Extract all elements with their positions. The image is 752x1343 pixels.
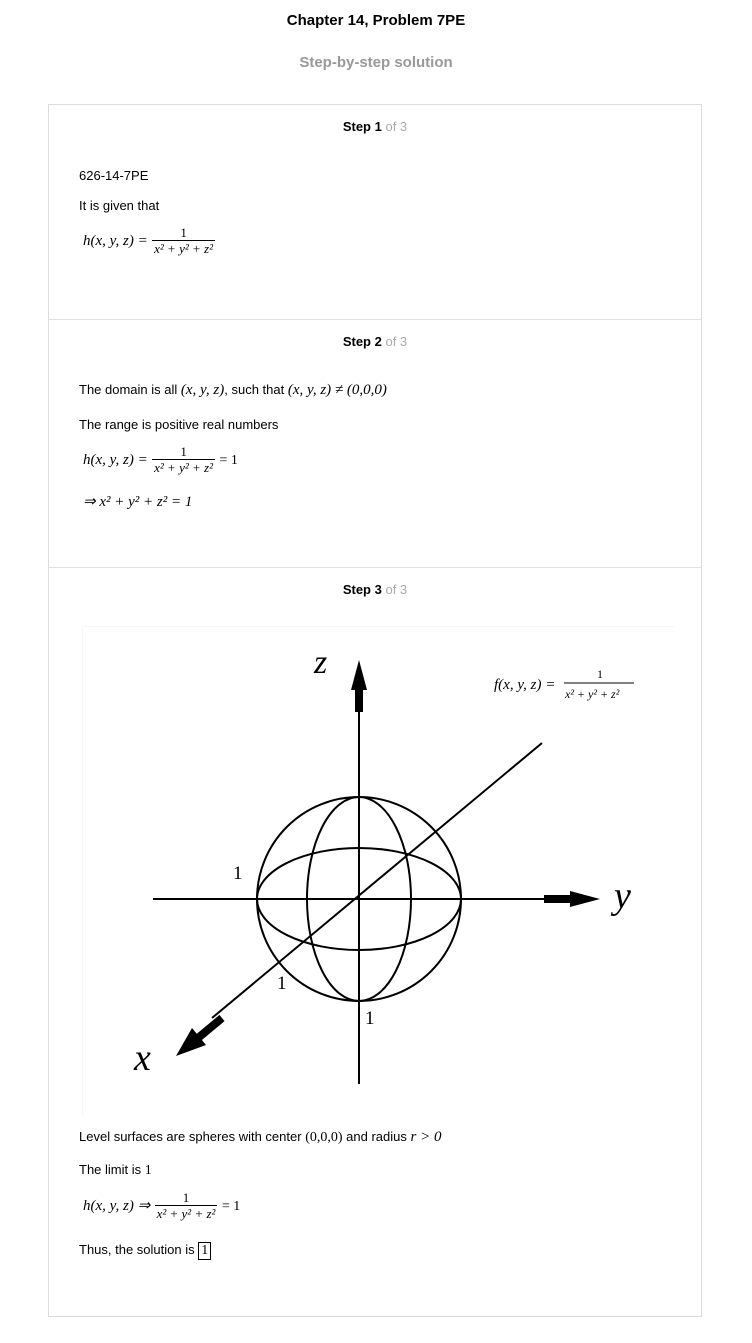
page-title: Chapter 14, Problem 7PE bbox=[286, 12, 466, 29]
denominator: x² + y² + z² bbox=[156, 1206, 216, 1221]
step-3-card bbox=[48, 567, 702, 1317]
step-3-header bbox=[49, 582, 701, 597]
problem-id: 626-14-7PE bbox=[79, 168, 149, 183]
formula-denominator: x² + y² + z² bbox=[565, 687, 620, 701]
eq1-lhs: h(x, y, z) = bbox=[83, 452, 148, 469]
level-math-1: (0,0,0) bbox=[305, 1130, 343, 1145]
formula-numerator: 1 bbox=[597, 667, 603, 681]
domain-math-1: (x, y, z) bbox=[180, 382, 225, 398]
denominator: x² + y² + z² bbox=[154, 241, 213, 256]
tick-label-x: 1 bbox=[277, 973, 287, 994]
step-of: of 3 bbox=[385, 582, 408, 597]
equation-2 bbox=[83, 492, 192, 511]
limit-equation bbox=[83, 1190, 240, 1222]
z-arrow-shaft bbox=[355, 686, 363, 712]
tick-label-bottom: 1 bbox=[365, 1008, 375, 1029]
page-subtitle: Step-by-step solution bbox=[299, 54, 453, 71]
x-axis bbox=[212, 743, 542, 1018]
step-1-card bbox=[48, 104, 702, 320]
step-of: of 3 bbox=[385, 119, 408, 134]
level-math-2: r > 0 bbox=[410, 1129, 442, 1145]
numerator: 1 bbox=[182, 1190, 190, 1205]
eq-rhs: = 1 bbox=[221, 1199, 241, 1215]
limit-line bbox=[79, 1162, 152, 1179]
step-2-header bbox=[49, 334, 701, 349]
step-of: of 3 bbox=[385, 334, 408, 349]
step-2-card bbox=[48, 319, 702, 568]
step-label: Step 1 bbox=[342, 119, 382, 134]
range-text: The range is positive real numbers bbox=[79, 417, 279, 432]
fraction bbox=[152, 444, 215, 476]
eq1-rhs: = 1 bbox=[219, 453, 238, 469]
denominator: x² + y² + z² bbox=[154, 460, 213, 475]
domain-math-2: (x, y, z) ≠ (0,0,0) bbox=[287, 382, 387, 398]
z-label: z bbox=[314, 644, 328, 681]
function-lhs: h(x, y, z) = bbox=[83, 233, 148, 250]
numerator: 1 bbox=[180, 225, 187, 240]
y-arrow-icon bbox=[570, 891, 600, 907]
level-surface-line bbox=[79, 1129, 441, 1146]
x-arrow-shaft bbox=[198, 1018, 222, 1038]
equation-1 bbox=[83, 444, 238, 476]
numerator: 1 bbox=[180, 444, 187, 459]
limit-value: 1 bbox=[144, 1163, 152, 1178]
level-text-1: Level surfaces are spheres with center bbox=[79, 1129, 302, 1144]
domain-line bbox=[79, 382, 387, 399]
intro-text: It is given that bbox=[79, 198, 160, 213]
step-label: Step 3 bbox=[342, 582, 382, 597]
function-definition bbox=[83, 225, 215, 257]
formula-lhs: f(x, y, z) = bbox=[494, 677, 556, 693]
eq2: ⇒ x² + y² + z² = 1 bbox=[83, 494, 193, 510]
x-label: x bbox=[134, 1037, 151, 1079]
answer-box: 1 bbox=[198, 1242, 211, 1260]
sphere-figure bbox=[82, 626, 674, 1116]
domain-text-2: , such that bbox=[224, 382, 285, 397]
level-text-2: and radius bbox=[346, 1129, 407, 1144]
y-label: y bbox=[614, 875, 631, 917]
conclusion-line bbox=[79, 1242, 211, 1260]
fraction bbox=[155, 1190, 218, 1222]
step-label: Step 2 bbox=[342, 334, 382, 349]
domain-text-1: The domain is all bbox=[79, 382, 178, 397]
z-arrow-icon bbox=[351, 660, 367, 690]
tick-label-left: 1 bbox=[233, 863, 243, 884]
y-arrow-shaft bbox=[544, 895, 574, 903]
limit-text: The limit is bbox=[79, 1162, 142, 1177]
conclusion-text: Thus, the solution is bbox=[79, 1242, 195, 1257]
eq-lhs: h(x, y, z) ⇒ bbox=[83, 1198, 151, 1215]
step-1-header bbox=[49, 119, 701, 134]
fraction bbox=[152, 225, 215, 257]
